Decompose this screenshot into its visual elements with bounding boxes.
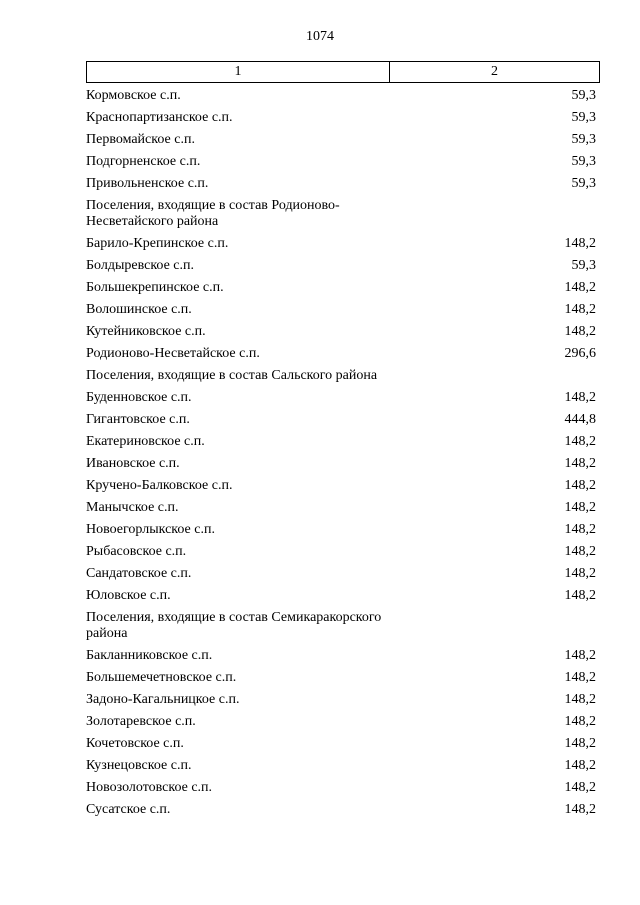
- settlement-value: 148,2: [564, 302, 596, 317]
- settlement-name: Кутейниковское с.п.: [86, 324, 206, 339]
- settlement-name: Кузнецовское с.п.: [86, 758, 192, 773]
- settlement-value: 148,2: [564, 544, 596, 559]
- table-header: [86, 61, 600, 83]
- settlement-name: Барило-Крепинское с.п.: [86, 236, 229, 251]
- table-row: [86, 585, 596, 607]
- settlement-name: Волошинское с.п.: [86, 302, 192, 317]
- settlement-value: 148,2: [564, 736, 596, 751]
- table-row: [86, 409, 596, 431]
- settlement-value: 148,2: [564, 390, 596, 405]
- settlement-name: Кручено-Балковское с.п.: [86, 478, 233, 493]
- settlement-value: 148,2: [564, 670, 596, 685]
- settlement-value: 59,3: [571, 176, 596, 191]
- settlement-value: 148,2: [564, 236, 596, 251]
- settlement-name: Болдыревское с.п.: [86, 258, 195, 273]
- table-row: [86, 689, 596, 711]
- settlement-name: Сандатовское с.п.: [86, 566, 192, 581]
- settlement-name: Манычское с.п.: [86, 500, 179, 515]
- table-row: [86, 277, 596, 299]
- settlement-value: 148,2: [564, 456, 596, 471]
- table-row: [86, 563, 596, 585]
- settlement-value: 148,2: [564, 648, 596, 663]
- table-row: [86, 777, 596, 799]
- table-row: [86, 541, 596, 563]
- settlement-name: Ивановское с.п.: [86, 456, 180, 471]
- settlement-value: 148,2: [564, 566, 596, 581]
- table-row: [86, 255, 596, 277]
- settlement-value: 148,2: [564, 500, 596, 515]
- group-heading: Поселения, входящие в состав Сальского района: [86, 368, 378, 383]
- settlement-name: Большекрепинское с.п.: [86, 280, 224, 295]
- table-row: [86, 497, 596, 519]
- settlement-value: 148,2: [564, 588, 596, 603]
- settlement-value: 148,2: [564, 802, 596, 817]
- settlement-value: 59,3: [571, 154, 596, 169]
- table-row: [86, 387, 596, 409]
- settlement-name: Екатериновское с.п.: [86, 434, 205, 449]
- settlement-name: Кочетовское с.п.: [86, 736, 184, 751]
- settlement-value: 148,2: [564, 522, 596, 537]
- table-row: [86, 85, 596, 107]
- settlement-name: Задоно-Кагальницкое с.п.: [86, 692, 240, 707]
- settlement-name: Бакланниковское с.п.: [86, 648, 213, 663]
- settlement-name: Золотаревское с.п.: [86, 714, 196, 729]
- settlement-name: Подгорненское с.п.: [86, 154, 201, 169]
- settlement-name: Буденновское с.п.: [86, 390, 192, 405]
- settlement-name: Новозолотовское с.п.: [86, 780, 213, 795]
- settlement-value: 148,2: [564, 324, 596, 339]
- settlement-value: 444,8: [564, 412, 596, 427]
- table-row: [86, 453, 596, 475]
- table-header-col-2: 2: [491, 64, 498, 79]
- table-row: [86, 755, 596, 777]
- settlement-value: 59,3: [571, 258, 596, 273]
- table-row: [86, 299, 596, 321]
- table-row: [86, 667, 596, 689]
- table-row: [86, 173, 596, 195]
- group-heading: Поселения, входящие в состав Семикаракорского района: [86, 610, 382, 641]
- settlement-value: 148,2: [564, 714, 596, 729]
- settlement-name: Родионово-Несветайское с.п.: [86, 346, 260, 361]
- group-heading-row: [86, 365, 596, 387]
- group-heading-row: [86, 195, 596, 233]
- settlement-value: 148,2: [564, 758, 596, 773]
- table-row: [86, 645, 596, 667]
- table-row: [86, 233, 596, 255]
- table-row: [86, 151, 596, 173]
- table-row: [86, 343, 596, 365]
- table-row: [86, 431, 596, 453]
- table-row: [86, 733, 596, 755]
- settlement-value: 59,3: [571, 132, 596, 147]
- group-heading-row: [86, 607, 596, 645]
- settlement-name: Сусатское с.п.: [86, 802, 171, 817]
- settlement-value: 59,3: [571, 88, 596, 103]
- table-row: [86, 519, 596, 541]
- table-row: [86, 107, 596, 129]
- settlement-name: Юловское с.п.: [86, 588, 171, 603]
- settlement-name: Новоегорлыкское с.п.: [86, 522, 215, 537]
- settlement-value: 59,3: [571, 110, 596, 125]
- table-row: [86, 321, 596, 343]
- settlement-value: 148,2: [564, 434, 596, 449]
- table-row: [86, 475, 596, 497]
- table-body: [86, 85, 596, 821]
- group-heading: Поселения, входящие в состав Родионово-Несветайского района: [86, 198, 340, 229]
- settlement-name: Кормовское с.п.: [86, 88, 181, 103]
- table-row: [86, 711, 596, 733]
- settlement-name: Привольненское с.п.: [86, 176, 209, 191]
- settlement-value: 148,2: [564, 478, 596, 493]
- settlement-value: 148,2: [564, 780, 596, 795]
- settlement-name: Большемечетновское с.п.: [86, 670, 237, 685]
- table-header-col-1: 1: [87, 62, 390, 82]
- settlement-value: 148,2: [564, 280, 596, 295]
- settlement-name: Первомайское с.п.: [86, 132, 195, 147]
- settlement-value: 296,6: [564, 346, 596, 361]
- table-row: [86, 129, 596, 151]
- settlement-name: Гигантовское с.п.: [86, 412, 190, 427]
- settlement-name: Краснопартизанское с.п.: [86, 110, 233, 125]
- table-row: [86, 799, 596, 821]
- settlement-value: 148,2: [564, 692, 596, 707]
- settlement-name: Рыбасовское с.п.: [86, 544, 187, 559]
- page-number: 1074: [306, 29, 334, 44]
